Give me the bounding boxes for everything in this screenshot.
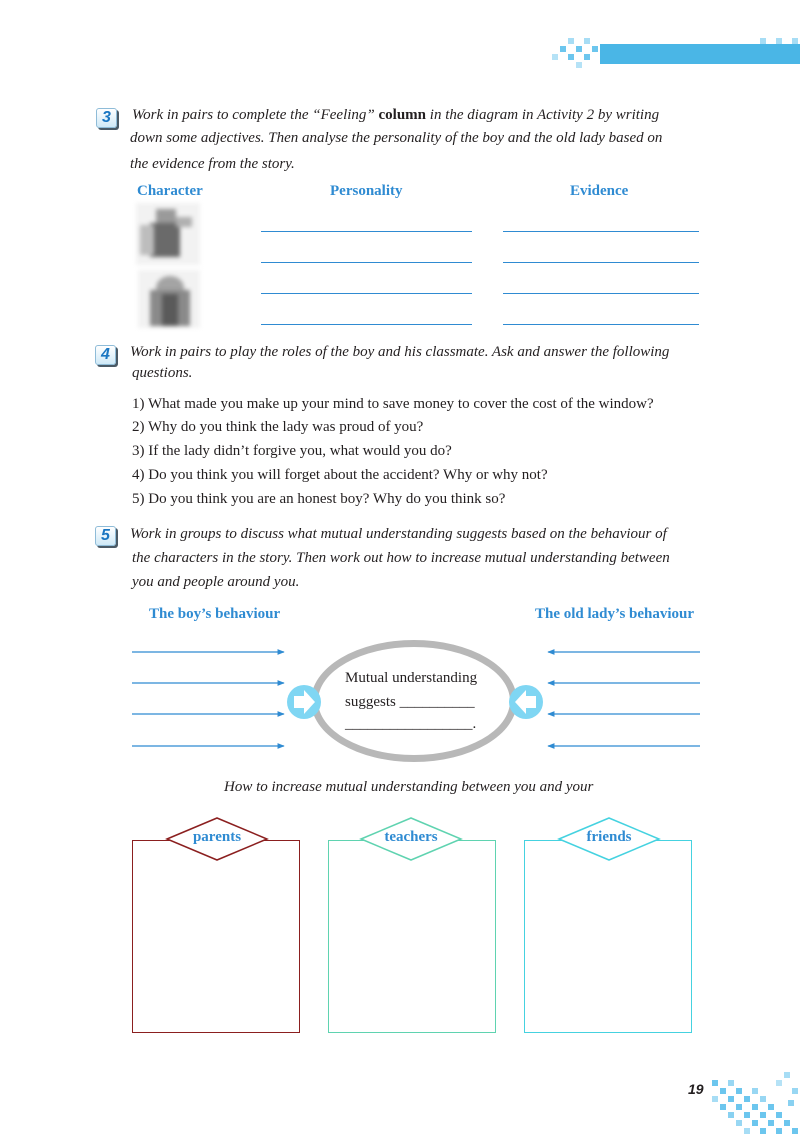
question-item: 4) Do you think you will forget about the accident? Why or why not?: [132, 467, 548, 483]
right-connector-icon: [507, 682, 545, 722]
boy-behaviour-heading: The boy’s behaviour: [149, 606, 281, 622]
suggests-blank-continued[interactable]: _________________.: [345, 716, 477, 732]
activity-5-instructions: Work in groups to discuss what mutual understanding suggests based on the behaviour of the characters in the story. Then work out how to increase mutual understanding between you and people around you.: [130, 526, 670, 590]
activity-5-badge: 5: [95, 526, 116, 546]
parents-label: parents: [192, 829, 242, 845]
question-item: 2) Why do you think the lady was proud of you?: [132, 419, 424, 435]
page-number: 19: [688, 1081, 704, 1097]
friends-box[interactable]: [524, 840, 692, 1033]
mutual-understanding-title: Mutual understanding: [345, 670, 478, 686]
left-connector-icon: [285, 682, 323, 722]
column-heading-character: Character: [137, 183, 203, 199]
activity-4-instructions: Work in pairs to play the roles of the boy and his classmate. Ask and answer the following questions.: [130, 344, 670, 381]
friends-label: friends: [586, 829, 632, 845]
question-item: 5) Do you think you are an honest boy? Why do you think so?: [132, 491, 506, 507]
question-item: 1) What made you make up your mind to save money to cover the cost of the window?: [132, 396, 654, 412]
how-to-increase-prompt: How to increase mutual understanding between you and your: [224, 779, 594, 795]
header-unit-title: Unit 2 Honesty and Care: [0, 0, 121, 12]
activity-4-badge: 4: [95, 345, 116, 365]
teachers-label: teachers: [384, 829, 438, 845]
old-lady-behaviour-heading: The old lady’s behaviour: [535, 606, 695, 622]
column-heading-personality: Personality: [330, 183, 403, 199]
suggests-blank[interactable]: suggests __________: [345, 694, 475, 710]
column-heading-evidence: Evidence: [570, 183, 629, 199]
question-item: 3) If the lady didn’t forgive you, what would you do?: [132, 443, 452, 459]
parents-box[interactable]: [132, 840, 300, 1033]
activity-3-instructions: Work in pairs to complete the “Feeling” column in the diagram in Activity 2 by writing down some adjectives. Then analyse the personality of the boy and the old lady based on the evidence from the story.: [130, 107, 663, 172]
teachers-box[interactable]: [328, 840, 496, 1033]
activity-3-badge: 3: [96, 108, 117, 128]
